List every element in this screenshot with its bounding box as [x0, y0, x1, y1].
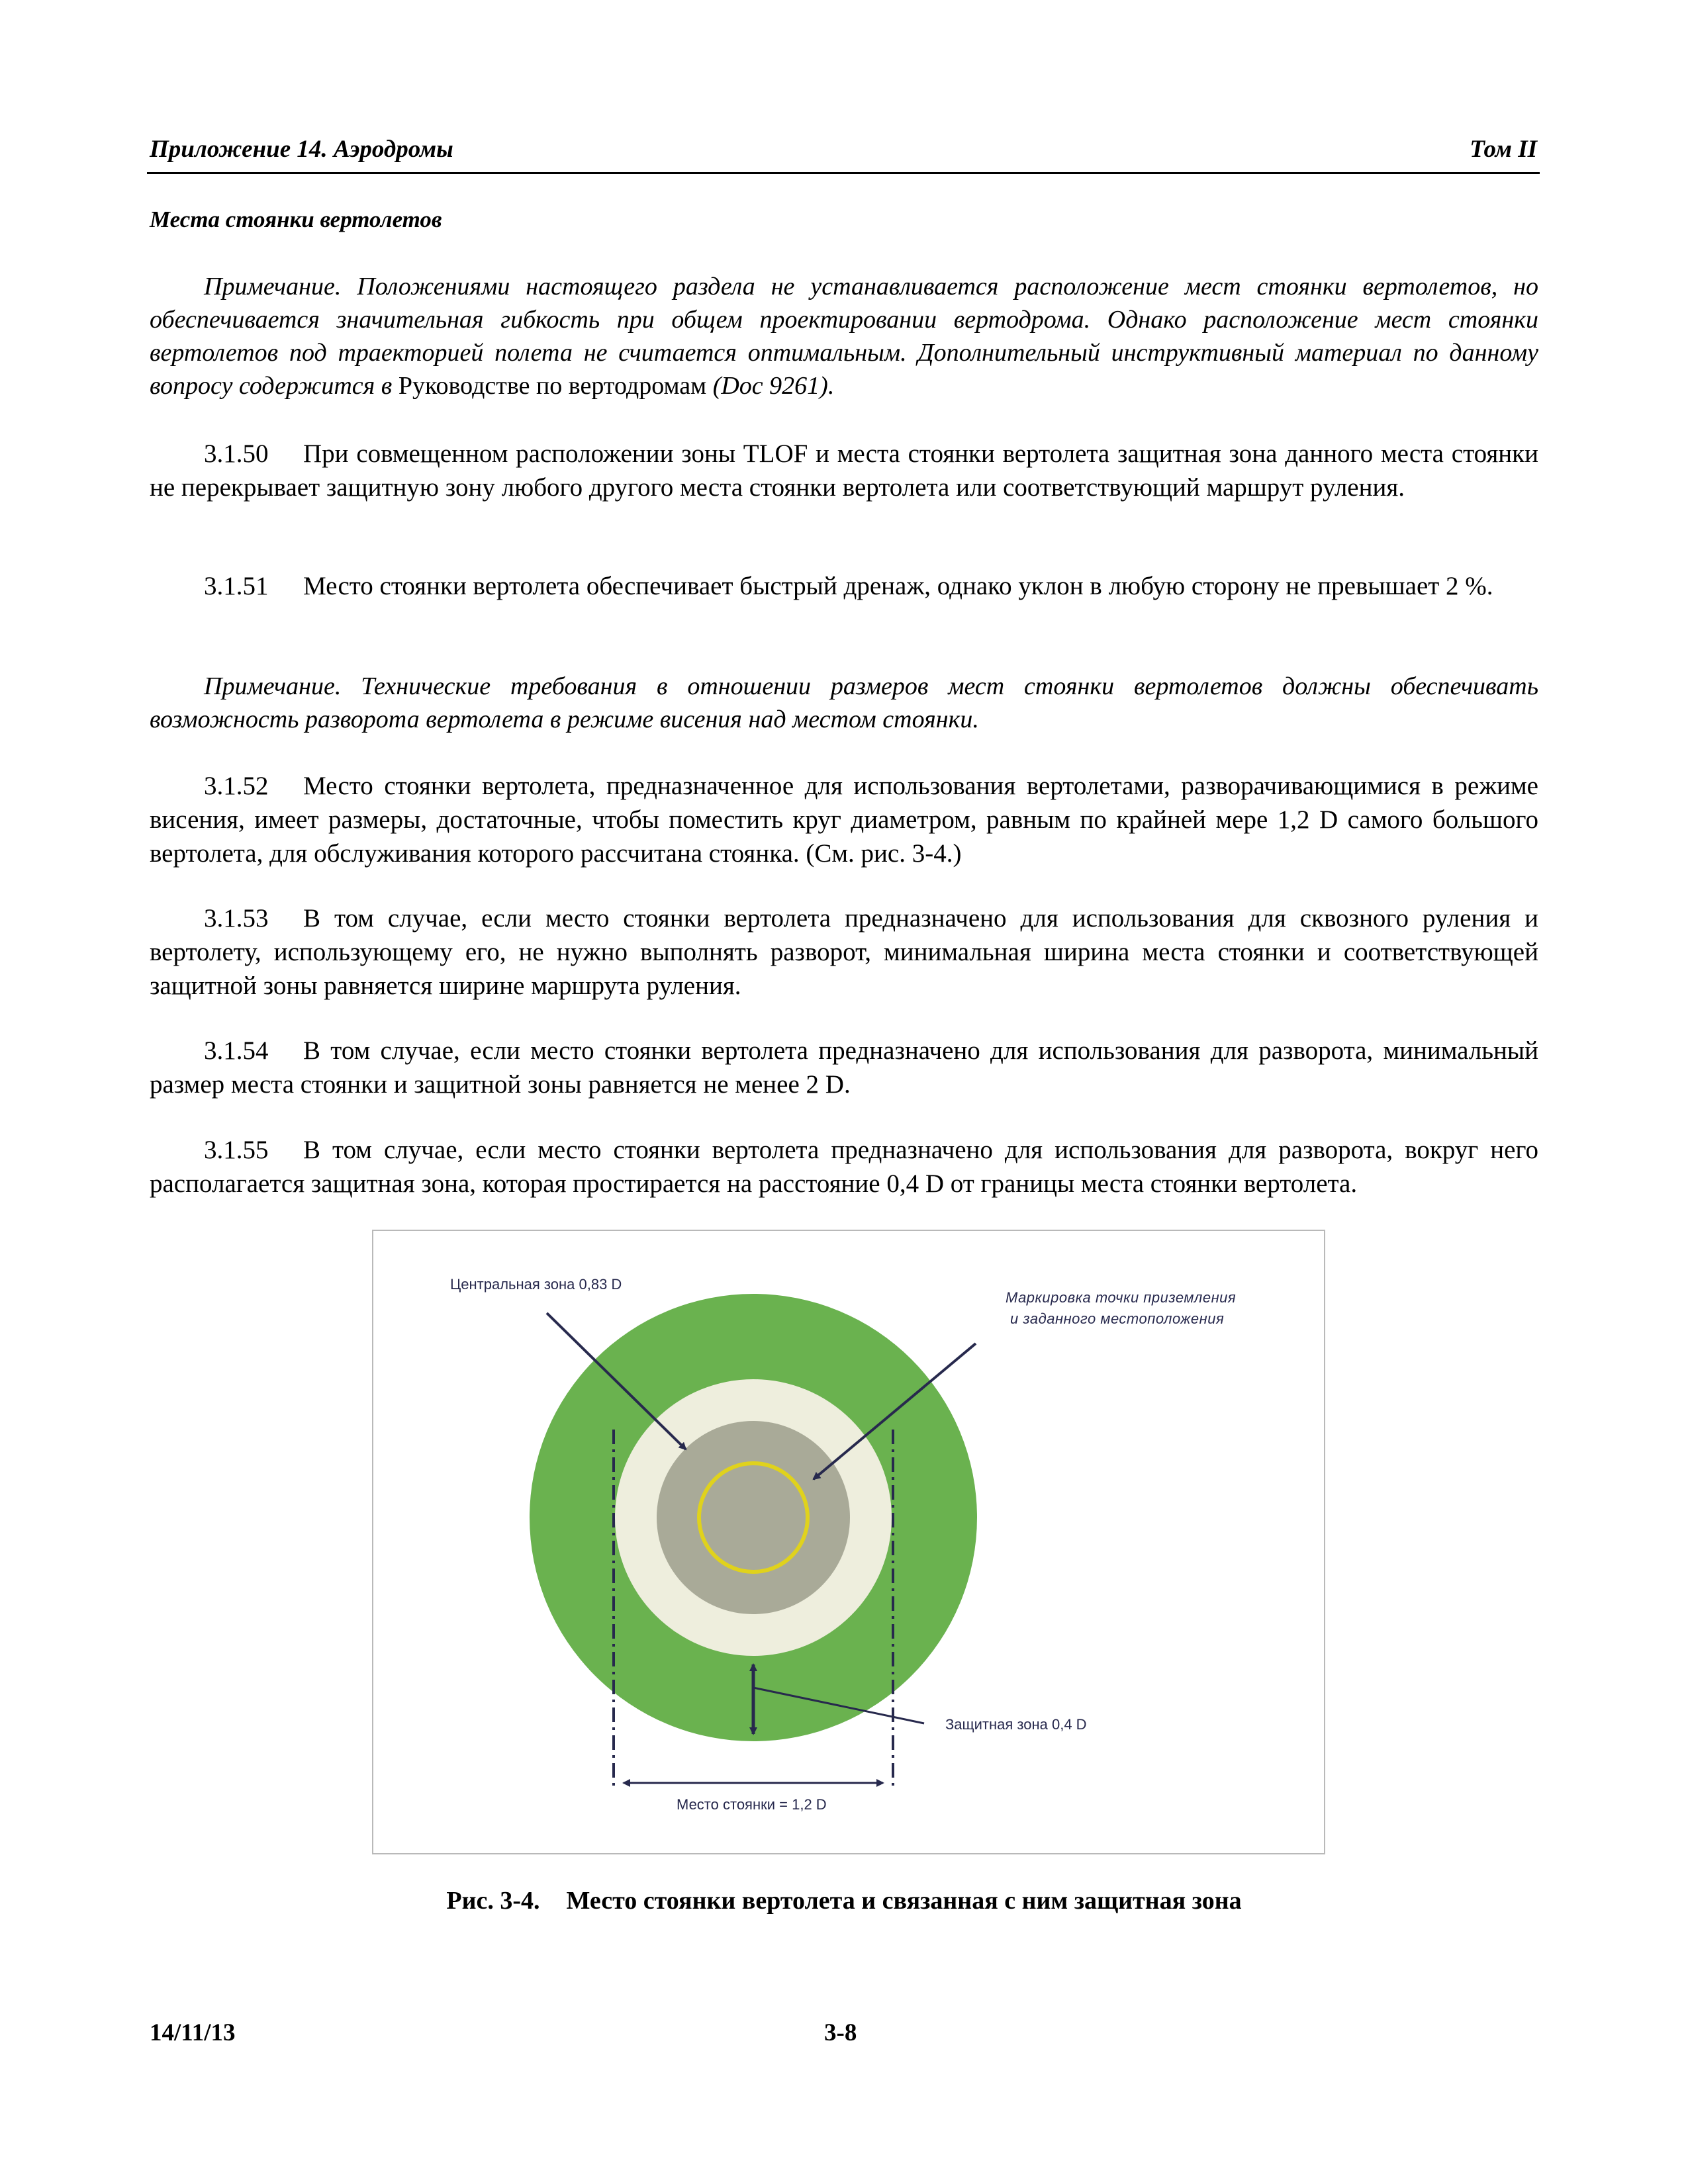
central-zone-label: Центральная зона 0,83 D	[450, 1276, 622, 1293]
note-2	[150, 670, 1538, 736]
central-zone-circle	[657, 1421, 850, 1614]
paragraph-text: При совмещенном расположении зоны TLOF и места стоянки вертолета защитная зона данного места стоянки не перекрывает защитную зону любого другого места стоянки вертолета или соответствующий маршрут руления.	[150, 439, 1538, 502]
paragraph-3-1-51	[150, 569, 1538, 603]
paragraph-3-1-52	[150, 769, 1538, 870]
paragraph-3-1-54	[150, 1034, 1538, 1101]
protection-zone-label: Защитная зона 0,4 D	[945, 1716, 1087, 1733]
marking-label-line1: Маркировка точки приземления	[1006, 1289, 1237, 1306]
note-1-text: Примечание. Положениями настоящего раздела не устанавливается расположение мест стоянки вертолетов, но обеспечивается значительная гибкость при общем проектировании вертодрома. Однако расположение мест стоянки вертолетов под траекторией полета не считается оптимальным. Дополнительный инструктивный материал по данному вопросу содержится в	[150, 273, 1538, 400]
stand-width-label: Место стоянки = 1,2 D	[677, 1796, 827, 1813]
header-right: Том II	[1470, 136, 1537, 163]
paragraph-text: В том случае, если место стоянки вертолета предназначено для использования для разворота, вокруг него располагается защитная зона, которая простирается на расстояние 0,4 D от границы места стоянки вертолета.	[150, 1136, 1538, 1198]
note-1-doc: (Doc 9261).	[706, 372, 835, 400]
running-header	[147, 132, 1540, 174]
paragraph-3-1-55	[150, 1133, 1538, 1201]
paragraph-text: Место стоянки вертолета обеспечивает быстрый дренаж, однако уклон в любую сторону не превышает 2 %.	[303, 572, 1493, 600]
note-1	[150, 270, 1538, 402]
paragraph-number: 3.1.55	[204, 1136, 269, 1164]
paragraph-text: В том случае, если место стоянки вертолета предназначено для использования для сквозного руления и вертолету, использующему его, не нужно выполнять разворот, минимальная ширина места стоянки и соответствующей защитной зоны равняется ширине маршрута руления.	[150, 904, 1538, 1000]
section-title: Места стоянки вертолетов	[150, 206, 442, 232]
marking-label-line2: и заданного местоположения	[1010, 1310, 1225, 1327]
paragraph-number: 3.1.53	[204, 904, 269, 933]
paragraph-text: В том случае, если место стоянки вертолета предназначено для использования для разворота, минимальный размер места стоянки и защитной зоны равняется не менее 2 D.	[150, 1036, 1538, 1099]
note-1-reference: Руководстве по вертодромам	[398, 372, 707, 400]
paragraph-3-1-50	[150, 437, 1538, 504]
paragraph-number: 3.1.54	[204, 1036, 269, 1065]
figure-3-4	[372, 1230, 1325, 1854]
paragraph-number: 3.1.51	[204, 572, 269, 600]
footer-date: 14/11/13	[150, 2019, 236, 2046]
footer-page-number: 3-8	[824, 2019, 857, 2046]
paragraph-number: 3.1.50	[204, 439, 269, 468]
caption-text: Место стоянки вертолета и связанная с ним защитная зона	[566, 1887, 1242, 1915]
caption-number: Рис. 3-4.	[446, 1887, 540, 1915]
paragraph-3-1-53	[150, 901, 1538, 1003]
paragraph-text: Место стоянки вертолета, предназначенное для использования вертолетами, разворачивающимися в режиме висения, имеет размеры, достаточные, чтобы поместить круг диаметром, равным по крайней мере 1,2 D самого большого вертолета, для обслуживания которого рассчитана стоянка. (См. рис. 3-4.)	[150, 772, 1538, 868]
figure-caption	[0, 1886, 1688, 1915]
header-left: Приложение 14. Аэродромы	[150, 136, 453, 163]
paragraph-number: 3.1.52	[204, 772, 269, 800]
note-2-text: Примечание. Технические требования в отношении размеров мест стоянки вертолетов должны обеспечивать возможность разворота вертолета в режиме висения над местом стоянки.	[150, 672, 1538, 733]
